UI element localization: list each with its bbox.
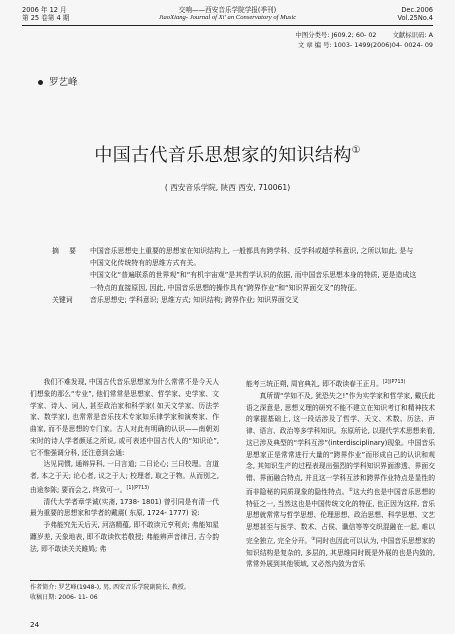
- issue-volume-en: Vol.25No.4: [397, 14, 433, 22]
- body-paragraph: 真所谓“学如不及, 犹恐失之!”作为实学家和哲学家, 戴氏此语之深意是, 思想义理的研究不能不建立在知识考订和精神技术的掌握基础上, 这一段话涉及了哲学、天文、术数、历法、声律、语言、政治等多学科知识。东原所论, 以现代学术思想来看, 这已涉及典型的“学科互涉”(interdisciplinary)现象。中国音乐思想家正是常常进行大量的“跨界作业”而形成自己的认识和观念, 其知识生产的过程表现出强烈的学科知识界面渗透、界面交错、界面融合特点, 并且这一学科互涉和跨界作业特点是显性的而非隐秘的同质现象的隐性特点。②这大约也是中国音乐思想的特征之一, 当然这也是中国传统文化的特征, 也正因为这样, 音乐思想就常常与哲学思想、伦理思想、政治思想、科学思想、文艺思想甚至与医学、数术、占侯、谶信等等交织混融在一起, 难以完全独立, 完全分开。③同时也因此可以认为, 中国音乐思想家的知识结构是复杂的, 多层的, 其思维同时既是外展的也是内敛的, 常常外展到其他领域, 又必然内敛为音乐: [246, 391, 436, 569]
- journal-name-cn: 交响——西安音乐学院学报(季刊): [178, 6, 277, 14]
- body-column-right: [246, 377, 435, 571]
- abstract-text: [90, 245, 420, 294]
- journal-name-en: JiaoXiang- Journal of Xi' an Conservatory of Music: [158, 14, 297, 21]
- received-date: 收稿日期: 2006- 11- 06: [30, 594, 98, 601]
- keywords-text: 音乐思想史; 学科意识; 思维方式; 知识结构; 跨界作业; 知识界面交叉: [90, 295, 299, 304]
- bullet-icon: [38, 80, 43, 85]
- author-line: [38, 74, 78, 88]
- abstract-block: [52, 245, 420, 306]
- affiliation: ( 西安音乐学院, 陕西 西安, 710061): [164, 183, 291, 192]
- issue-date: 2006 年 12 月: [22, 6, 67, 14]
- keywords-label: 关键词: [52, 295, 73, 304]
- abstract-label: 摘 要: [52, 247, 80, 255]
- running-head-right: [398, 6, 434, 22]
- quotation: 达见同惯, 通辩异科, 一曰言道; 二曰论心; 三曰校理。言道者, 本之于天; 论心者, 议之于人; 校理者, 取之于物。从而别之, 由途参陈; 要而会之, 终致可一。$^{[1](P713)}$: [30, 460, 219, 494]
- body-paragraph: 我们不难发现, 中国古代音乐思想家为什么常常不是今天人们想象的那么“专业”, 他们常常是思想家、哲学家、史学家、文学家、诗人、词人, 甚至政治家和科学家( 如天文学家、历法学家、数学家), 也常常是音乐技术专家如乐律学家和演奏家、作曲家, 而不是思想的专门家。古人对此有明确的认识——南朝刘宋时的诗人学者颜延之所说, 或可表述中国古代人的“知识论”, 它不惟强调分科, 还注意到会通:: [30, 378, 219, 457]
- footnote-rule: [30, 580, 140, 581]
- body-paragraph: 能考三统正朔, 周官典礼, 即不敢读春王正月。$^{[2](P713)}$: [246, 380, 406, 388]
- quotation: 予弗能究先天后天, 河洛精蕴, 即不敢读元亨利贞; 弗能知星躔岁差, 天象地表, 即不敢读钦若敬授; 弗能辨声音律吕, 古今韵法, 即不敢读关关雎鸠; 弗: [30, 521, 219, 553]
- footnotes: [30, 583, 190, 603]
- author-name: 罗艺峰: [49, 77, 78, 88]
- issue-volume: 第 25 卷第 4 期: [22, 14, 70, 22]
- header-rule: [22, 25, 433, 26]
- article-title: [0, 141, 455, 167]
- clc-number: 中图分类号: J609.2; 60- 02: [295, 31, 377, 39]
- abstract-paragraph: 中国音乐思想史上重要的思想家在知识结构上, 一般都具有跨学科、反学科或超学科意识, 之所以如此, 是与中国文化传统特有的思维方式有关。: [90, 247, 414, 268]
- title-footnote-mark: ①: [351, 145, 361, 156]
- citation-mark: [1](P713): [126, 485, 150, 491]
- article-meta: [173, 30, 433, 50]
- body-column-left: [30, 377, 219, 555]
- body-paragraph: 清代大学者章学诚(实斋, 1738- 1801) 曾引同是有清一代最为重要的思想家和学者的戴震( 东原, 1724- 1777) 说:: [30, 497, 219, 518]
- footnote-mark: ③: [311, 536, 316, 542]
- article-number: 文 章 编 号: 1003- 1499(2006)04- 0024- 09: [297, 41, 433, 49]
- title-text: 中国古代音乐思想家的知识结构: [94, 145, 352, 166]
- abstract-paragraph: 中国文化“普遍联系的世界观”和“有机宇宙观”是其哲学认识的依据, 而中国音乐思想本身的特质, 更是造成这一特点的直接原因, 因此, 中国音乐思想的操作具有“跨界作业”和“知识界面交叉”的特征。: [90, 271, 417, 292]
- page-number: 24: [30, 620, 40, 629]
- author-bio: 作者简介: 罗艺峰(1948-), 男, 西安音乐学院副院长, 教授。: [30, 584, 190, 591]
- document-code: 文献标识码: A: [392, 31, 433, 39]
- issue-date-en: Dec.2006: [401, 6, 433, 14]
- citation-mark: [2](P713): [382, 380, 406, 385]
- footnote-mark: ②: [348, 487, 353, 493]
- running-head-center: [22, 6, 433, 22]
